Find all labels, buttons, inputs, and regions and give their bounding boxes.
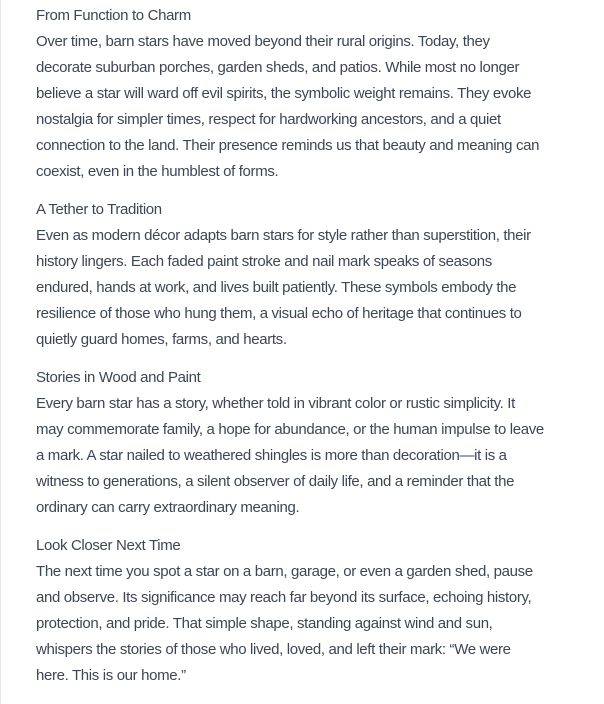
article-section xyxy=(36,365,578,521)
paragraph-line: and observe. Its significance may reach far beyond its surface, echoing history, xyxy=(36,589,532,606)
paragraph-line: protection, and pride. That simple shape, standing against wind and sun, xyxy=(36,615,493,632)
paragraph-line: nostalgia for simpler times, respect for hardworking ancestors, and a quiet xyxy=(36,111,501,128)
section-heading: From Function to Charm xyxy=(36,7,191,24)
paragraph-line: witness to generations, a silent observer of daily life, and a reminder that the xyxy=(36,473,515,490)
section-heading: A Tether to Tradition xyxy=(36,201,162,218)
paragraph-line: Even as modern décor adapts barn stars for style rather than superstition, their xyxy=(36,227,531,244)
paragraph-line: resilience of those who hung them, a visual echo of heritage that continues to xyxy=(36,305,522,322)
paragraph-line: believe a star will ward off evil spirits, the symbolic weight remains. They evoke xyxy=(36,85,532,102)
paragraph-line: endured, hands at work, and lives built patiently. These symbols embody the xyxy=(36,279,517,296)
paragraph-line: quietly guard homes, farms, and hearts. xyxy=(36,331,287,348)
article xyxy=(36,3,578,689)
paragraph-line: history lingers. Each faded paint stroke and nail mark speaks of seasons xyxy=(36,253,492,270)
paragraph-line: here. This is our home.” xyxy=(36,667,186,684)
paragraph-line: Every barn star has a story, whether told in vibrant color or rustic simplicity. It xyxy=(36,395,515,412)
paragraph-line: coexist, even in the humblest of forms. xyxy=(36,163,279,180)
paragraph-line: a mark. A star nailed to weathered shingles is more than decoration—it is a xyxy=(36,447,507,464)
article-section xyxy=(36,533,578,689)
paragraph-line: whispers the stories of those who lived, loved, and left their mark: “We were xyxy=(36,641,511,658)
paragraph-line: The next time you spot a star on a barn, garage, or even a garden shed, pause xyxy=(36,563,533,580)
article-section xyxy=(36,3,578,185)
section-heading: Look Closer Next Time xyxy=(36,537,181,554)
paragraph-line: ordinary can carry extraordinary meaning. xyxy=(36,499,300,516)
paragraph-line: connection to the land. Their presence reminds us that beauty and meaning can xyxy=(36,137,540,154)
paragraph-line: decorate suburban porches, garden sheds, and patios. While most no longer xyxy=(36,59,520,76)
paragraph-line: Over time, barn stars have moved beyond their rural origins. Today, they xyxy=(36,33,490,50)
section-heading: Stories in Wood and Paint xyxy=(36,369,201,386)
paragraph-line: may commemorate family, a hope for abundance, or the human impulse to leave xyxy=(36,421,544,438)
article-section xyxy=(36,197,578,353)
